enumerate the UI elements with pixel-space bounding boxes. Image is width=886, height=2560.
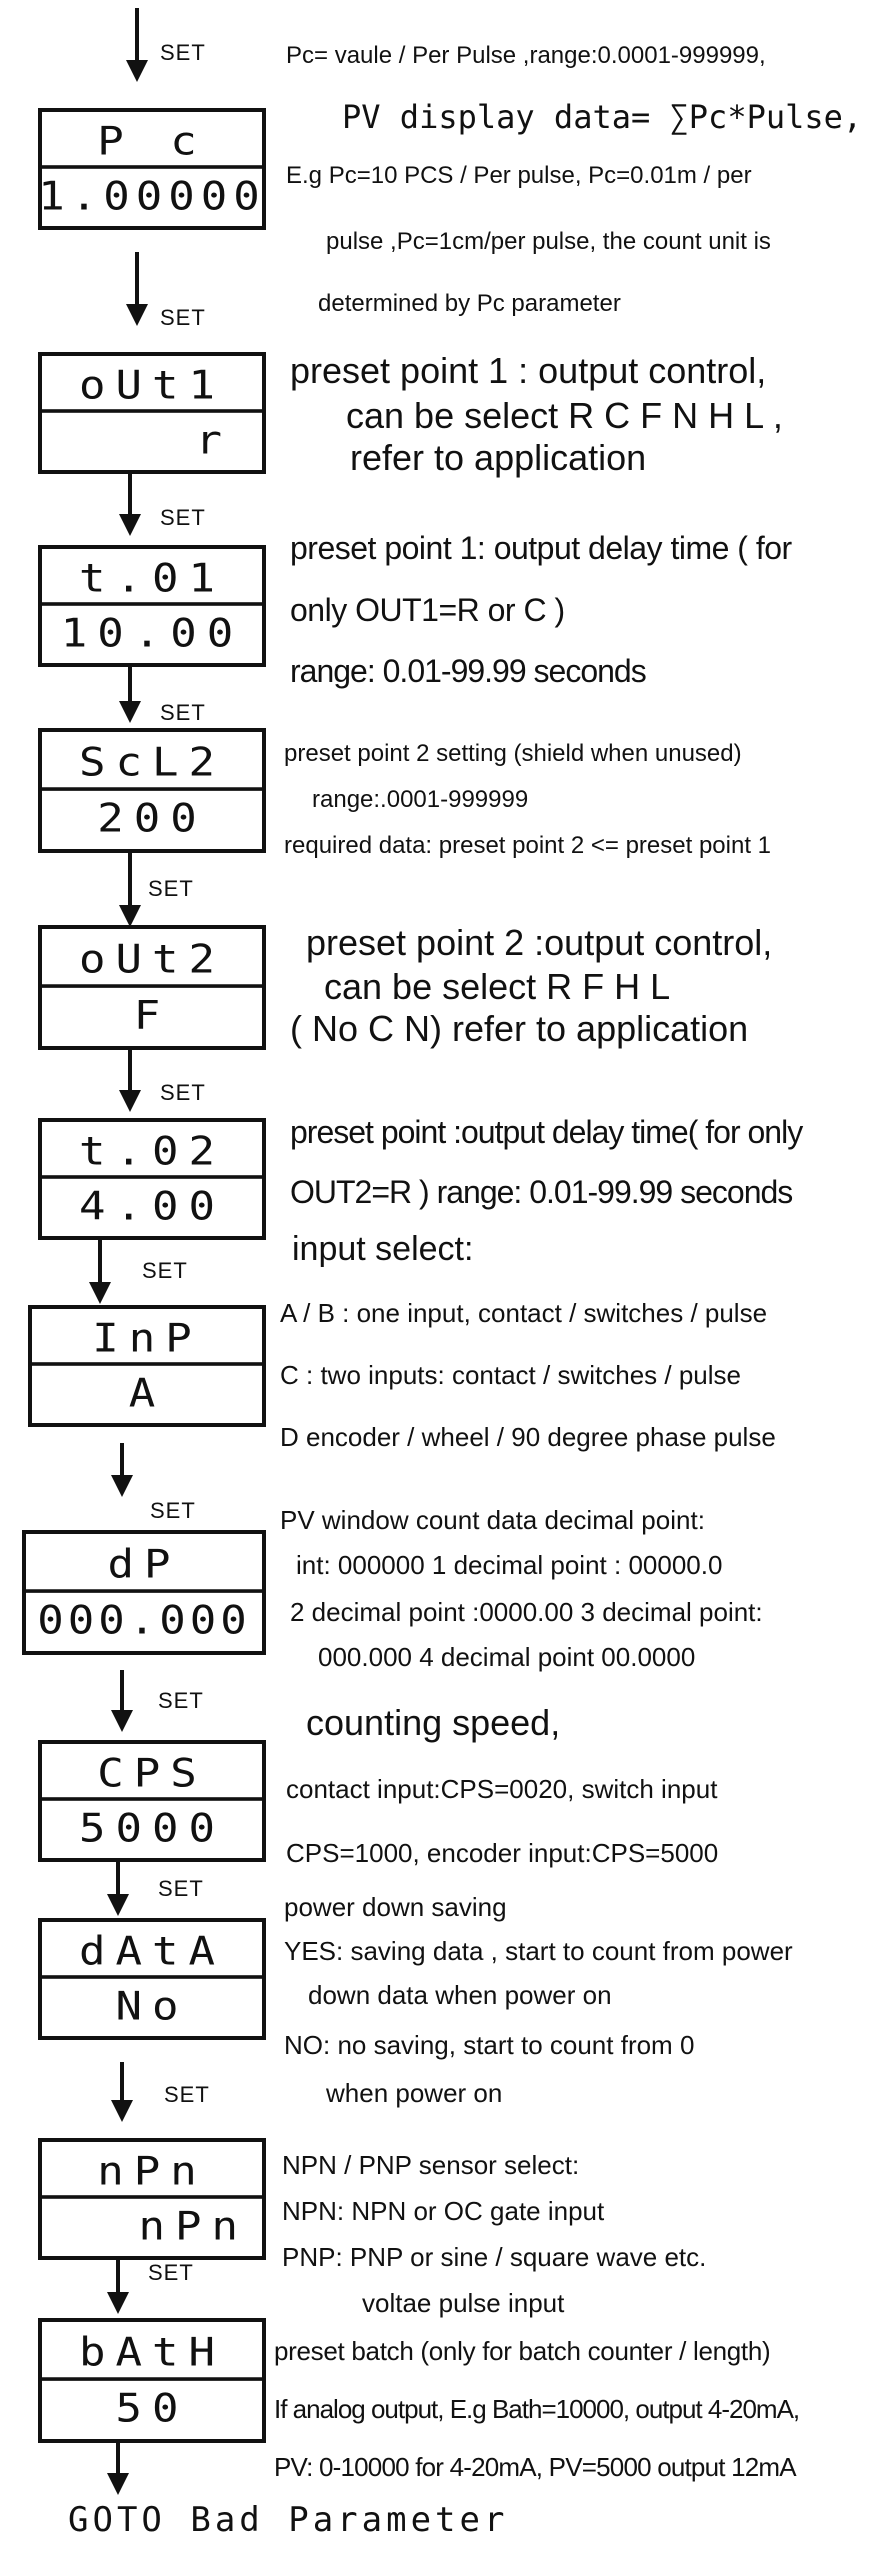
data-line-5: when power on: [326, 2078, 503, 2108]
display-top: InP: [92, 1315, 202, 1361]
npn-line-4: voltae pulse input: [362, 2288, 565, 2318]
display-out2: [38, 925, 266, 1050]
scl2-line-1: preset point 2 setting (shield when unused): [284, 740, 742, 767]
out2-line-1: preset point 2 :output control,: [306, 922, 773, 963]
display-bottom: F: [42, 984, 262, 1043]
flow-arrow: [128, 474, 132, 532]
flow-arrow: [116, 2443, 120, 2491]
display-top: t.02: [79, 1128, 225, 1174]
flow-arrow: [128, 1050, 132, 1108]
out2-line-2: can be select R F H L: [324, 966, 671, 1007]
display-out1: [38, 352, 266, 474]
npn-line-1: NPN / PNP sensor select:: [282, 2150, 580, 2180]
display-bottom: 200: [42, 787, 262, 846]
display-bottom: 1.00000: [42, 165, 262, 223]
out1-line-3: refer to application: [350, 437, 647, 478]
display-npn: [38, 2138, 266, 2260]
flow-arrow: [116, 2260, 120, 2310]
display-top: CPS: [97, 1750, 207, 1796]
pc-line-2: PV display data= ∑Pc*Pulse,: [342, 98, 863, 136]
flow-arrow: [135, 8, 139, 78]
t01-line-1: preset point 1: output delay time ( for: [290, 530, 792, 566]
inp-title: input select:: [292, 1230, 474, 1268]
flow-arrow: [120, 1670, 124, 1728]
data-line-1: power down saving: [284, 1892, 507, 1922]
dp-line-3: 2 decimal point :0000.00 3 decimal point:: [290, 1597, 763, 1627]
display-bottom: 4.00: [42, 1175, 262, 1233]
data-line-4: NO: no saving, start to count from 0: [284, 2030, 695, 2060]
dp-line-2: int: 000000 1 decimal point : 00000.0: [296, 1550, 723, 1580]
bath-line-3: PV: 0-10000 for 4-20mA, PV=5000 output 12mA: [274, 2452, 796, 2482]
t01-line-3: range: 0.01-99.99 seconds: [290, 653, 646, 689]
dp-line-1: PV window count data decimal point:: [280, 1505, 705, 1535]
npn-line-3: PNP: PNP or sine / square wave etc.: [282, 2242, 707, 2272]
t02-line-2: OUT2=R ) range: 0.01-99.99 seconds: [290, 1174, 793, 1210]
dp-line-4: 000.000 4 decimal point 00.0000: [318, 1642, 696, 1672]
flow-arrow: [116, 1862, 120, 1912]
display-bottom: r: [42, 409, 262, 467]
display-scl2: [38, 728, 266, 853]
display-data: [38, 1918, 266, 2040]
display-cps: [38, 1740, 266, 1862]
cps-line-1: contact input:CPS=0020, switch input: [286, 1774, 718, 1804]
out1-line-1: preset point 1 : output control,: [290, 350, 767, 391]
out1-line-2: can be select R C F N H L ,: [346, 395, 783, 436]
pc-line-4: pulse ,Pc=1cm/per pulse, the count unit is: [326, 228, 771, 255]
inp-line-3: D encoder / wheel / 90 degree phase pulse: [280, 1422, 776, 1452]
scl2-line-2: range:.0001-999999: [312, 786, 529, 813]
display-bottom: 50: [42, 2377, 262, 2436]
display-top: oUt1: [79, 362, 225, 408]
flow-arrow: [120, 1443, 124, 1493]
scl2-line-3: required data: preset point 2 <= preset point 1: [284, 832, 771, 859]
data-line-2: YES: saving data , start to count from power: [284, 1936, 793, 1966]
display-top: t.01: [79, 555, 225, 601]
display-bottom: 000.000: [26, 1589, 262, 1648]
flow-arrow: [120, 2062, 124, 2118]
bath-line-1: preset batch (only for batch counter / length): [274, 2336, 771, 2366]
set-label: SET: [142, 1258, 188, 1283]
set-label: SET: [160, 700, 206, 725]
display-inp: [28, 1305, 266, 1427]
bath-line-2: If analog output, E.g Bath=10000, output 4-20mA,: [274, 2394, 800, 2424]
display-top: oUt2: [79, 936, 225, 982]
set-label: SET: [160, 505, 206, 530]
display-bottom: 10.00: [42, 602, 262, 660]
t02-line-1: preset point :output delay time( for only: [290, 1114, 803, 1150]
inp-line-1: A / B : one input, contact / switches / pulse: [280, 1298, 768, 1328]
display-dp: [22, 1530, 266, 1655]
set-label: SET: [150, 1498, 196, 1523]
set-label: SET: [158, 1876, 204, 1901]
set-label: SET: [160, 1080, 206, 1105]
out2-line-3: ( No C N) refer to application: [290, 1008, 749, 1049]
data-line-3: down data when power on: [308, 1980, 612, 2010]
goto-bad-parameter: GOTO Bad Parameter: [68, 2500, 509, 2540]
npn-line-2: NPN: NPN or OC gate input: [282, 2196, 605, 2226]
set-label: SET: [164, 2082, 210, 2107]
display-bottom: 5000: [42, 1797, 262, 1855]
display-t01: [38, 545, 266, 667]
display-t02: [38, 1118, 266, 1240]
set-label: SET: [148, 2260, 194, 2285]
set-label: SET: [158, 1688, 204, 1713]
pc-line-5: determined by Pc parameter: [318, 290, 621, 317]
display-pc: [38, 108, 266, 230]
inp-line-2: C : two inputs: contact / switches / pulse: [280, 1360, 741, 1390]
display-top: nPn: [97, 2148, 207, 2194]
display-top: P c: [97, 118, 207, 164]
display-bath: [38, 2318, 266, 2443]
display-bottom: A: [32, 1362, 262, 1420]
cps-line-2: CPS=1000, encoder input:CPS=5000: [286, 1838, 719, 1868]
flow-arrow: [128, 667, 132, 719]
pc-line-1: Pc= vaule / Per Pulse ,range:0.0001-999999,: [286, 42, 766, 69]
pc-line-3: E.g Pc=10 PCS / Per pulse, Pc=0.01m / per: [286, 162, 752, 189]
set-label: SET: [160, 40, 206, 65]
flow-arrow: [135, 252, 139, 322]
flow-arrow: [128, 853, 132, 923]
display-top: ScL2: [79, 739, 225, 785]
t01-line-2: only OUT1=R or C ): [290, 592, 565, 628]
display-top: dAtA: [79, 1928, 225, 1974]
set-label: SET: [160, 305, 206, 330]
display-top: dP: [107, 1541, 181, 1587]
cps-title: counting speed,: [306, 1702, 561, 1743]
display-bottom: No: [42, 1975, 262, 2033]
display-bottom: nPn: [42, 2195, 262, 2253]
display-top: bAtH: [79, 2329, 225, 2375]
flow-arrow: [98, 1240, 102, 1300]
set-label: SET: [148, 876, 194, 901]
